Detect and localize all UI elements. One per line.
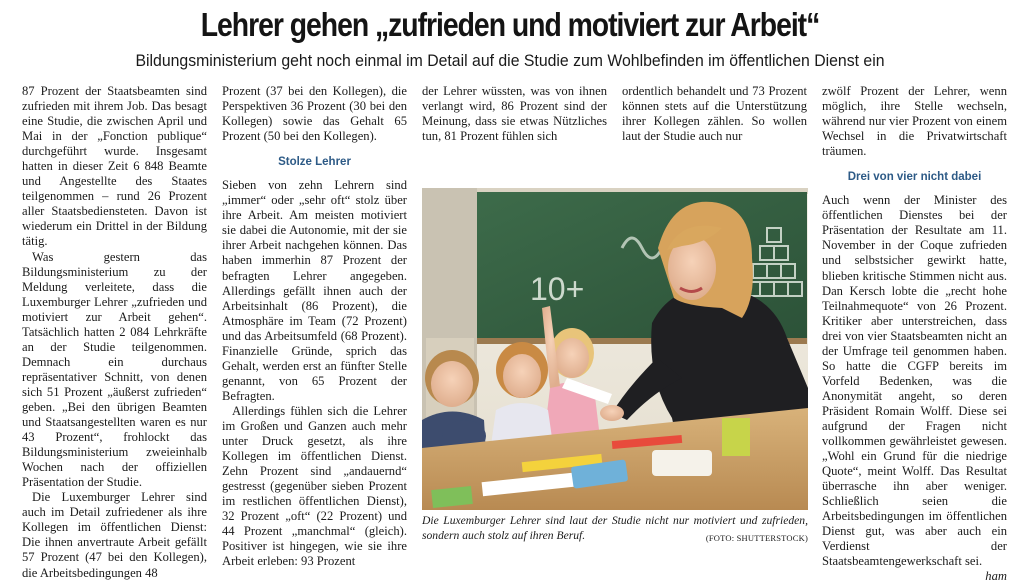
- paragraph: Was gestern das Bildungsministerium zu der Meldung verleitete, dass die Luxemburger Lehrer „zufrieden und motiviert zur Arbeit gehen“. Tatsächlich hatten 2 084 Lehrkräfte an der Studie teilgenommen. Demnach ein durchaus repräsentativer Schnitt, von denen sich 51 Prozent „äußerst zufrieden“ geben. „Bei den übrigen Beamten und Staatsangestellten waren es nur 43 Prozent“, frohlockt das Bildungsministerium zweieinhalb Wochen nach der offiziellen Präsentation der Studie.: [22, 249, 207, 490]
- article-column-4: [622, 84, 807, 144]
- photo-caption: Die Luxemburger Lehrer sind laut der Studie nicht nur motiviert und zufrieden, sondern auch stolz auf ihren Beruf.: [422, 514, 808, 542]
- subheadline: Bildungsministerium geht noch einmal im Detail auf die Studie zum Wohlbefinden im öffentlichen Dienst ein: [135, 51, 885, 70]
- article-column-5: [822, 84, 1007, 585]
- author-signoff: ham: [985, 569, 1007, 584]
- article-column-1: [22, 84, 207, 581]
- classroom-photo: [422, 188, 808, 510]
- section-subhead: Drei von vier nicht dabei: [847, 171, 982, 184]
- paragraph: Die Luxemburger Lehrer sind auch im Detail zufriedener als ihre Kollegen im öffentlichen Dienst: Die ihnen anvertraute Arbeit gefällt 57 Prozent (47 bei den Kollegen), die Arbeitsbedingungen 48: [22, 490, 207, 580]
- paragraph: Auch wenn der Minister des öffentlichen Dienstes bei der Präsentation der Resultate am 11. November in der Coque zufrieden und selbstsicher gewirkt hatte, blieben kritische Stimmen nicht aus. Dan Kersch lobte die „recht hohe Teilnahmequote“ von 26 Prozent. Kritiker aber unterstreichen, dass drei von vier Staatsbeamten nicht an der Umfrage teil genommen haben. So hatte die CGFP bereits im Vorfeld Bedenken, was die Anonymität angeht, so deren Präsident Romain Wolff. Diese sei aufgrund der Fragen nicht vollkommen gewährleistet gewesen. „Wohl ein Grund für die niedrige Quote“, meint Wolff. Das Resultat überrasche ihn aber weniger. Schließlich seien die Arbeitsbedingungen im öffentlichen Dienst gut, was aber auch ein Verdienst der Staatsbeamtengewerkschaft sei.: [822, 193, 1007, 569]
- photo-credit: (FOTO: SHUTTERSTOCK): [705, 532, 808, 543]
- article-column-2: [222, 84, 407, 569]
- paragraph: ordentlich behandelt und 73 Prozent können stets auf die Unterstützung ihrer Kollegen zählen. So wollen laut der Studie auch nur: [622, 84, 807, 144]
- article-column-3: [422, 84, 607, 144]
- paragraph: zwölf Prozent der Lehrer, wenn möglich, ihre Stelle wechseln, während nur vier Prozent von einem Wechsel in die Privatwirtschaft träumen.: [822, 84, 1007, 159]
- photo-caption-block: [422, 514, 808, 545]
- paragraph: Prozent (37 bei den Kollegen), die Perspektiven 36 Prozent (30 bei den Kollegen) sowie das Gehalt 65 Prozent (50 bei den Kollegen).: [222, 84, 407, 144]
- chalkboard-text: 10+: [530, 271, 585, 307]
- paragraph: der Lehrer wüssten, was von ihnen verlangt wird, 86 Prozent sind der Meinung, dass sie etwas Nützliches tun, 81 Prozent fühlen sich: [422, 84, 607, 144]
- headline: Lehrer gehen „zufrieden und motiviert zur Arbeit“: [200, 6, 820, 43]
- paragraph: Sieben von zehn Lehrern sind „immer“ oder „sehr oft“ stolz über ihre Arbeit. Am meisten motiviert sie dabei die Autonomie, mit der sie ihrer Arbeit nachgehen können. Das haben immerhin 87 Prozent der befragten Lehrer angegeben. Allerdings gefällt ihnen auch der Arbeitsinhalt (86 Prozent), die Atmosphäre im Team (72 Prozent) und das Arbeitsumfeld (68 Prozent). Finanzielle Gründe, sprich das Gehalt, werden erst an fünfter Stelle genannt, von 65 Prozent der Befragten.: [222, 178, 407, 403]
- paragraph: Allerdings fühlen sich die Lehrer im Großen und Ganzen auch mehr unter Druck gesetzt, als ihre Kollegen im öffentlichen Dienst. Zehn Prozent sind „andauernd“ gestresst (gegenüber sieben Prozent im restlichen öffentlichen Dienst), 32 Prozent „oft“ (22 Prozent) und 44 Prozent „manchmal“ (gleich). Positiver ist hingegen, wie sie ihre Arbeit erleben: 93 Prozent: [222, 403, 407, 569]
- paragraph: 87 Prozent der Staatsbeamten sind zufrieden mit ihrem Job. Das besagt eine Studie, die zwischen April und Mai in der „Fonction publique“ durchgeführt wurde. Insgesamt hatten in dieser Zeit 6 848 Beamte und Angestellte des Staates teilgenommen – rund 26 Prozent aller Staatsbediensteten. Davon ist wiederum ein Drittel in der Bildung tätig.: [22, 84, 207, 249]
- section-subhead: Stolze Lehrer: [278, 156, 351, 169]
